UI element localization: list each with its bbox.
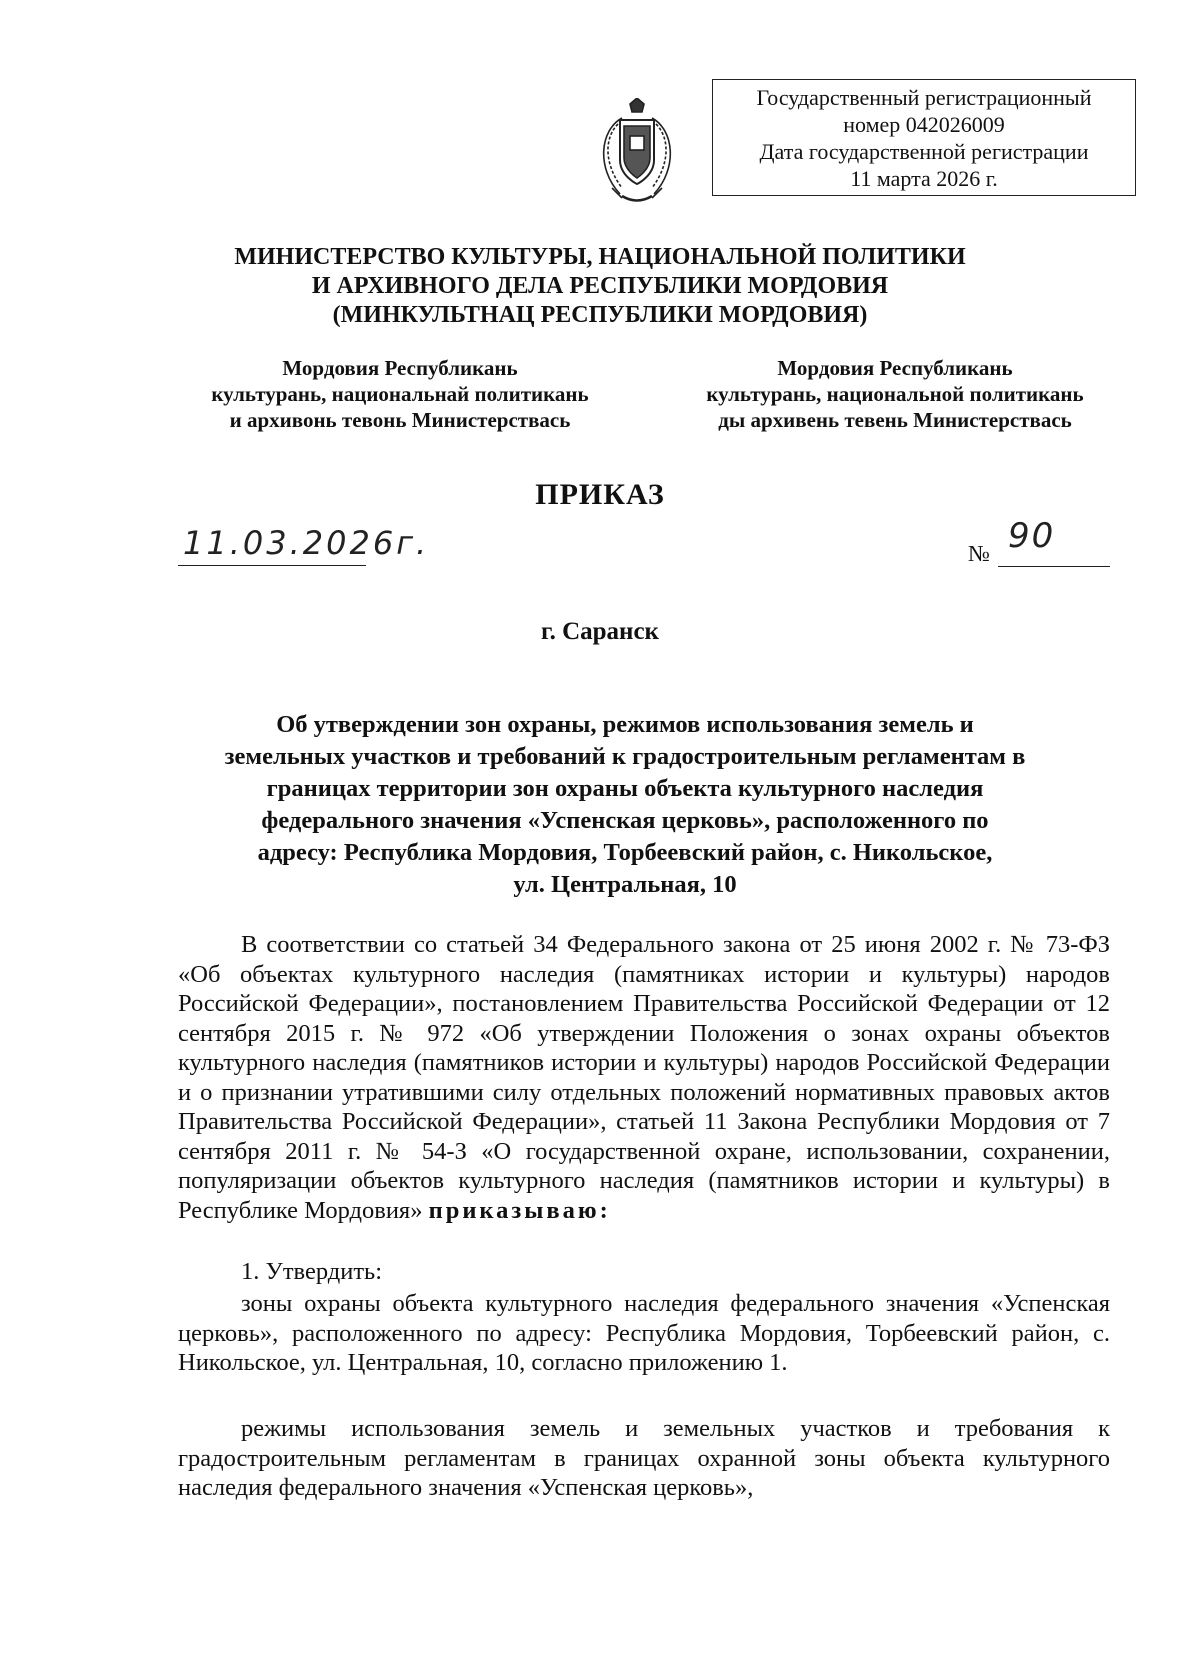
- moksha-line-2: культурань, национальнай политикань: [211, 382, 589, 406]
- erzya-line-3: ды архивень тевень Министерствась: [718, 408, 1072, 432]
- ministry-name-erzya: [665, 355, 1125, 433]
- item-1-heading: 1. Утвердить:: [241, 1258, 383, 1285]
- registration-line-1: Государственный регистрационный: [756, 85, 1092, 110]
- moksha-line-3: и архивонь тевонь Министерствась: [229, 408, 571, 432]
- item-1a-paragraph: зоны охраны объекта культурного наследия федерального значения «Успенская церковь», расположенного по адресу: Республика Мордовия, Торбеевский район, с. Никольское, ул. Центральная, 10, согласно приложению 1.: [178, 1290, 1110, 1376]
- ministry-name-line-1: МИНИСТЕРСТВО КУЛЬТУРЫ, НАЦИОНАЛЬНОЙ ПОЛИТИКИ: [234, 244, 966, 270]
- subject-line-3: границах территории зон охраны объекта культурного наследия: [266, 775, 984, 802]
- ministry-name-line-2: И АРХИВНОГО ДЕЛА РЕСПУБЛИКИ МОРДОВИЯ: [311, 273, 889, 299]
- ministry-name-moksha: [170, 355, 630, 433]
- subject-line-1: Об утверждении зон охраны, режимов использования земель и: [276, 711, 974, 738]
- erzya-line-2: культурань, национальной политикань: [706, 382, 1084, 406]
- subject-line-5: адресу: Республика Мордовия, Торбеевский район, с. Никольское,: [257, 839, 993, 866]
- order-subject: [180, 709, 1070, 901]
- document-type-title: ПРИКАЗ: [535, 478, 665, 511]
- preamble-paragraph: [178, 930, 1110, 1225]
- handwritten-date: 11.03.2026г.: [183, 524, 430, 562]
- erzya-line-1: Мордовия Республикань: [777, 356, 1013, 380]
- handwritten-number: 90: [1008, 516, 1056, 556]
- registration-number: номер 042026009: [843, 112, 1005, 137]
- item-1b-paragraph: режимы использования земель и земельных участков и требования к градостроительным регламентам в границах охранной зоны объекта культурного наследия федерального значения «Успенская церковь»,: [178, 1415, 1110, 1501]
- number-underline: [998, 566, 1110, 567]
- coat-of-arms-emblem: [592, 98, 682, 208]
- ministry-abbrev: (МИНКУЛЬТНАЦ РЕСПУБЛИКИ МОРДОВИЯ): [332, 302, 868, 328]
- registration-date: 11 марта 2026 г.: [850, 166, 998, 191]
- city-name: г. Саранск: [541, 618, 659, 645]
- moksha-line-1: Мордовия Республикань: [282, 356, 518, 380]
- subject-line-2: земельных участков и требований к градостроительным регламентам в: [224, 743, 1026, 770]
- subject-line-4: федерального значения «Успенская церковь», расположенного по: [261, 807, 989, 834]
- number-sign: №: [968, 541, 990, 566]
- date-underline: [178, 565, 366, 566]
- subject-line-6: ул. Центральная, 10: [513, 871, 737, 898]
- order-word: приказываю:: [428, 1196, 611, 1224]
- registration-line-3: Дата государственной регистрации: [759, 139, 1089, 164]
- registration-stamp-box: [712, 79, 1136, 196]
- preamble-text: В соответствии со статьей 34 Федерального закона от 25 июня 2002 г. № 73-ФЗ «Об объектах культурного наследия (памятниках истории и культуры) народов Российской Федерации», постановлением Правительства Российской Федерации от 12 сентября 2015 г. № 972 «Об утверждении Положения о зонах охраны объектов культурного наследия (памятников истории и культуры) народов Российской Федерации и о признании утратившими силу отдельных положений нормативных правовых актов Правительства Российской Федерации», статьей 11 Закона Республики Мордовия от 7 сентября 2011 г. № 54-З «О государственной охране, использовании, сохранении, популяризации объектов культурного наследия (памятников истории и культуры) в Республике Мордовия»: [178, 931, 1110, 1224]
